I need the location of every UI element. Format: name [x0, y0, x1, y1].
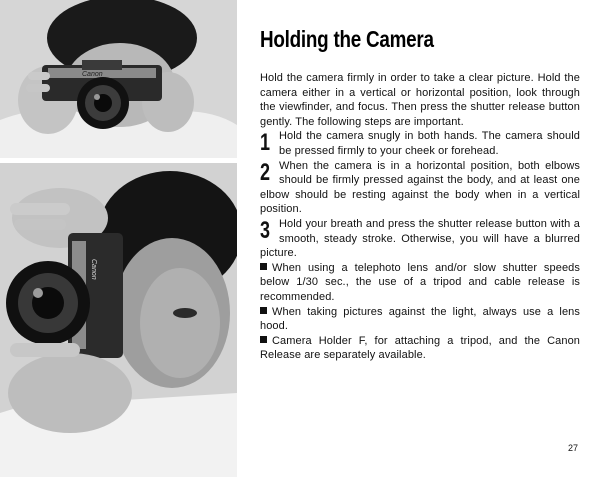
- bullet-square-icon: [260, 336, 267, 343]
- note-lens-hood-text: When taking pictures against the light, always use a lens hood.: [260, 305, 580, 333]
- camera-brand-mark-bottom: Canon: [90, 259, 97, 280]
- intro-paragraph: Hold the camera firmly in order to take a clear picture. Hold the camera either in a vertical or horizontal position, look through the viewfinder, and focus. Then press the shutter release button gently. The following steps are important.: [260, 72, 580, 128]
- note-camera-holder: [260, 334, 580, 363]
- photo-horizontal-grip-illustration: [0, 0, 237, 158]
- note-telephoto-text: When using a telephoto lens and/or slow shutter speeds below 1/30 sec., the use of a tripod and cable release is recommended.: [260, 261, 580, 303]
- photo-vertical-grip-illustration: [0, 163, 237, 477]
- step-1: [260, 129, 580, 158]
- step-3-number: 3: [260, 216, 271, 244]
- note-lens-hood: [260, 305, 580, 334]
- note-camera-holder-text: Camera Holder F, for attaching a tripod, and the Canon Release are separately available.: [260, 334, 580, 362]
- step-1-text: Hold the camera snugly in both hands. The camera should be pressed firmly to your cheek or forehead.: [279, 130, 580, 157]
- photo-horizontal-grip: [0, 0, 237, 158]
- photo-vertical-grip: [0, 163, 237, 477]
- bullet-square-icon: [260, 307, 267, 314]
- step-2-number: 2: [260, 158, 271, 186]
- text-column: [260, 26, 580, 363]
- step-3-text: Hold your breath and press the shutter release button with a smooth, steady stroke. Otherwise, you will have a blurred picture.: [260, 217, 580, 260]
- step-2-text: When the camera is in a horizontal position, both elbows should be firmly pressed against the body, and at least one elbow should be resting against the body when in a vertical position.: [260, 159, 580, 216]
- step-3: [260, 217, 580, 261]
- step-1-number: 1: [260, 129, 271, 157]
- page-number: 27: [568, 443, 579, 453]
- bullet-square-icon: [260, 263, 267, 270]
- step-2: [260, 159, 580, 217]
- note-telephoto: [260, 261, 580, 305]
- page-title: Holding the Camera: [260, 26, 434, 52]
- camera-brand-mark-top: Canon: [82, 71, 103, 78]
